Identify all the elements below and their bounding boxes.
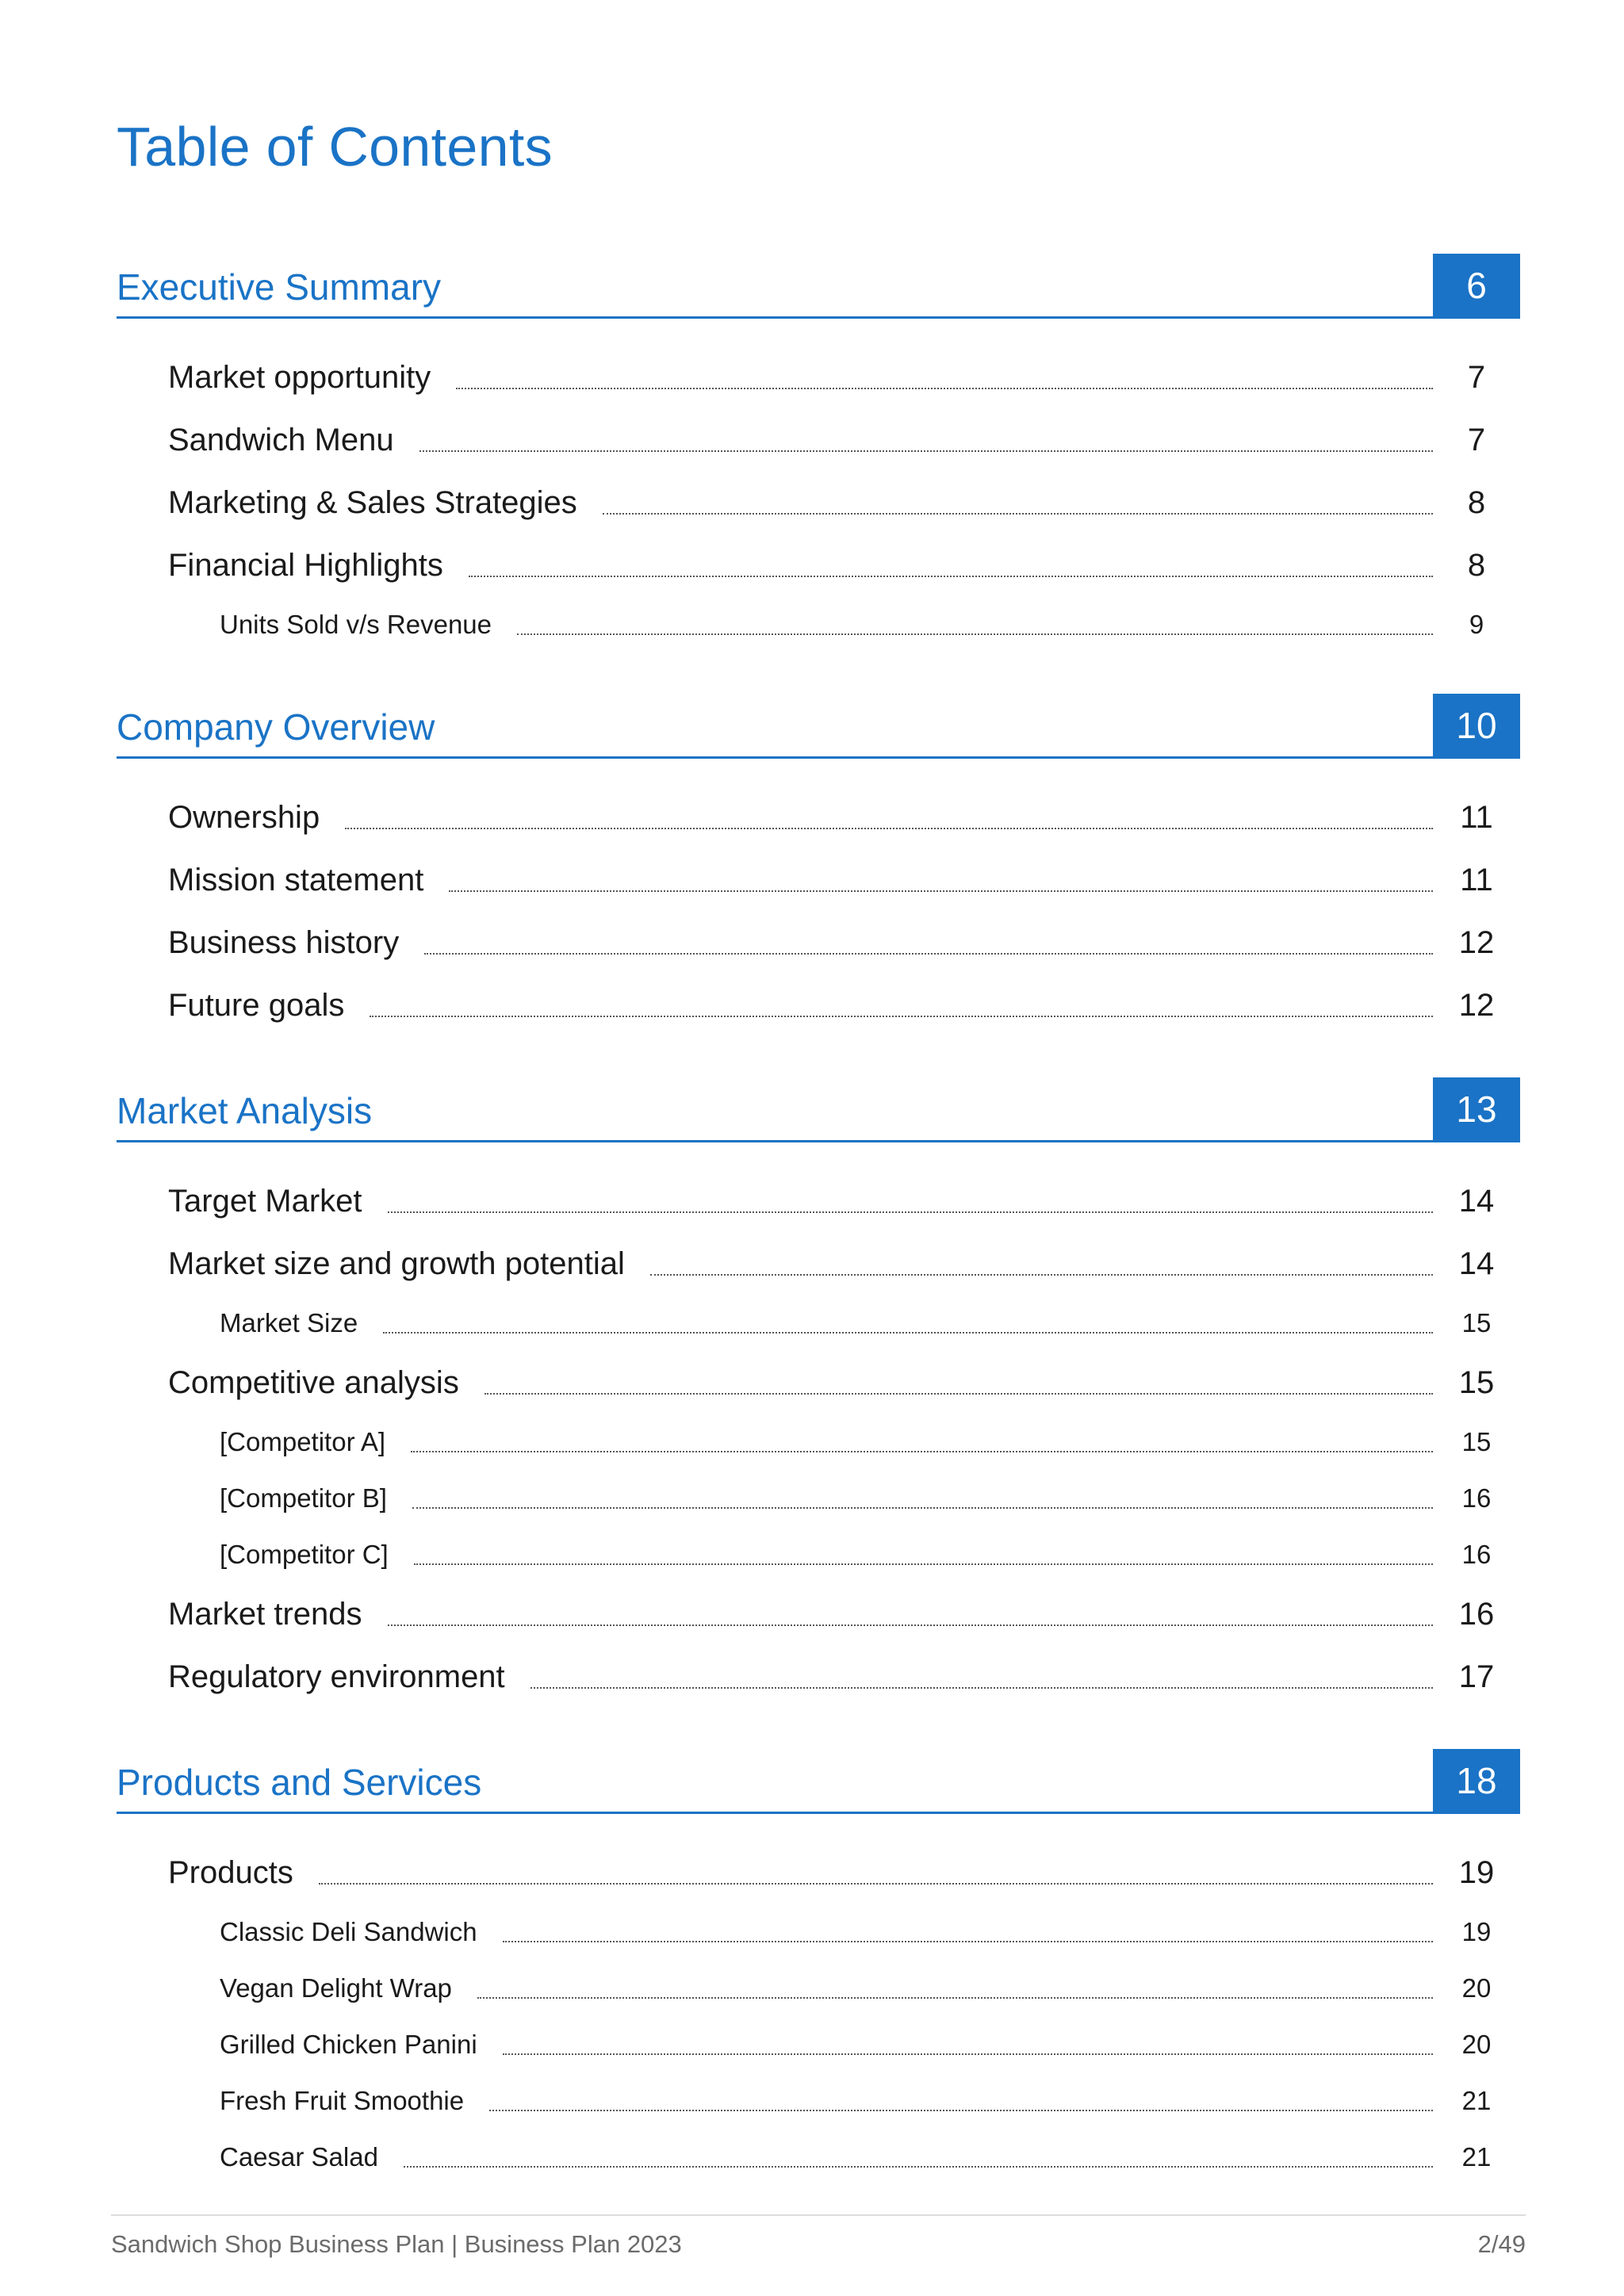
toc-entry[interactable] bbox=[117, 408, 1520, 471]
toc-entry-label[interactable]: Market size and growth potential bbox=[168, 1246, 625, 1281]
toc-dot-leader bbox=[489, 2110, 1433, 2111]
toc-dot-leader bbox=[650, 1274, 1433, 1276]
toc-section-market-analysis bbox=[117, 1077, 1520, 1708]
toc-entry[interactable] bbox=[117, 1232, 1520, 1295]
toc-dot-leader bbox=[477, 1997, 1433, 1999]
toc-entry-page-number[interactable]: 9 bbox=[1469, 610, 1484, 639]
footer-document-title: Sandwich Shop Business Plan | Business Plan 2023 bbox=[111, 2230, 682, 2258]
toc-dot-leader bbox=[485, 1393, 1433, 1395]
toc-section-executive-summary bbox=[117, 254, 1520, 652]
toc-entry-page-number[interactable]: 21 bbox=[1461, 2142, 1492, 2172]
toc-subentry[interactable] bbox=[117, 1904, 1520, 1960]
toc-entry-label[interactable]: [Competitor C] bbox=[220, 1540, 389, 1569]
toc-dot-leader bbox=[517, 633, 1433, 635]
toc-entry-label[interactable]: Mission statement bbox=[168, 862, 424, 897]
toc-dot-leader bbox=[424, 953, 1433, 955]
toc-entry-label[interactable]: Products bbox=[168, 1854, 293, 1890]
toc-section-title[interactable]: Market Analysis bbox=[117, 1090, 373, 1131]
toc-entry-page-number[interactable]: 15 bbox=[1461, 1427, 1492, 1456]
toc-entry-page-number[interactable]: 15 bbox=[1458, 1364, 1495, 1400]
toc-section-company-overview bbox=[117, 694, 1520, 1036]
toc-subentry[interactable] bbox=[117, 1960, 1520, 2016]
toc-section-page-badge[interactable]: 6 bbox=[1433, 254, 1520, 316]
toc-subentry[interactable] bbox=[117, 1295, 1520, 1351]
toc-dot-leader bbox=[414, 1563, 1433, 1565]
toc-entry-list bbox=[117, 1169, 1520, 1708]
toc-subentry[interactable] bbox=[117, 1526, 1520, 1582]
toc-entry-page-number[interactable]: 15 bbox=[1461, 1308, 1492, 1337]
page-title: Table of Contents bbox=[117, 116, 553, 178]
toc-entry[interactable] bbox=[117, 911, 1520, 974]
toc-entry-page-number[interactable]: 12 bbox=[1458, 924, 1495, 960]
toc-entry-page-number[interactable]: 11 bbox=[1460, 862, 1493, 897]
toc-entry-label[interactable]: Sandwich Menu bbox=[168, 422, 394, 457]
toc-entry[interactable] bbox=[117, 974, 1520, 1036]
toc-entry-label[interactable]: Competitive analysis bbox=[168, 1364, 459, 1400]
toc-dot-leader bbox=[412, 1507, 1433, 1509]
toc-dot-leader bbox=[383, 1332, 1433, 1334]
toc-section-title[interactable]: Company Overview bbox=[117, 706, 435, 748]
toc-entry-label[interactable]: Marketing & Sales Strategies bbox=[168, 484, 577, 520]
toc-entry-label[interactable]: [Competitor A] bbox=[220, 1427, 386, 1456]
toc-section-title[interactable]: Executive Summary bbox=[117, 266, 442, 308]
toc-dot-leader bbox=[404, 2166, 1433, 2168]
toc-subentry[interactable] bbox=[117, 1414, 1520, 1470]
toc-entry-label[interactable]: Market opportunity bbox=[168, 359, 431, 395]
toc-entry-label[interactable]: Vegan Delight Wrap bbox=[220, 1973, 452, 2003]
toc-section-header[interactable] bbox=[117, 1077, 1520, 1142]
toc-entry[interactable] bbox=[117, 1169, 1520, 1232]
toc-entry[interactable] bbox=[117, 1582, 1520, 1645]
toc-dot-leader bbox=[345, 828, 1433, 829]
toc-entry-page-number[interactable]: 7 bbox=[1467, 422, 1486, 457]
toc-entry-label[interactable]: Caesar Salad bbox=[220, 2142, 378, 2172]
toc-entry[interactable] bbox=[117, 1841, 1520, 1904]
toc-subentry[interactable] bbox=[117, 2072, 1520, 2129]
toc-entry[interactable] bbox=[117, 1351, 1520, 1414]
toc-entry-page-number[interactable]: 7 bbox=[1467, 359, 1486, 395]
toc-subentry[interactable] bbox=[117, 596, 1520, 652]
toc-entry-label[interactable]: Units Sold v/s Revenue bbox=[220, 610, 492, 639]
toc-entry-page-number[interactable]: 12 bbox=[1458, 987, 1495, 1023]
toc-dot-leader bbox=[388, 1624, 1433, 1626]
toc-section-page-badge[interactable]: 10 bbox=[1433, 694, 1520, 756]
toc-dot-leader bbox=[388, 1211, 1433, 1213]
toc-dot-leader bbox=[530, 1687, 1433, 1689]
toc-entry-page-number[interactable]: 14 bbox=[1458, 1246, 1495, 1281]
table-of-contents bbox=[117, 254, 1520, 2226]
toc-entry-page-number[interactable]: 20 bbox=[1461, 1973, 1492, 2003]
toc-entry-page-number[interactable]: 16 bbox=[1461, 1483, 1492, 1513]
toc-entry-label[interactable]: Market Size bbox=[220, 1308, 358, 1337]
toc-entry-label[interactable]: Business history bbox=[168, 924, 400, 960]
toc-entry[interactable] bbox=[117, 786, 1520, 848]
toc-dot-leader bbox=[503, 2053, 1433, 2055]
toc-dot-leader bbox=[419, 450, 1433, 452]
toc-entry[interactable] bbox=[117, 1645, 1520, 1708]
toc-entry-page-number[interactable]: 16 bbox=[1458, 1596, 1495, 1632]
toc-entry-label[interactable]: Fresh Fruit Smoothie bbox=[220, 2086, 465, 2115]
toc-entry-page-number[interactable]: 16 bbox=[1461, 1540, 1492, 1569]
toc-entry-page-number[interactable]: 19 bbox=[1461, 1917, 1492, 1946]
toc-entry-page-number[interactable]: 21 bbox=[1461, 2086, 1492, 2115]
toc-entry[interactable] bbox=[117, 534, 1520, 596]
toc-entry-label[interactable]: [Competitor B] bbox=[220, 1483, 387, 1513]
toc-entry-page-number[interactable]: 14 bbox=[1458, 1183, 1495, 1219]
toc-entry[interactable] bbox=[117, 848, 1520, 911]
toc-section-page-badge[interactable]: 18 bbox=[1433, 1749, 1520, 1812]
toc-section-page-badge[interactable]: 13 bbox=[1433, 1077, 1520, 1140]
toc-entry-list bbox=[117, 1841, 1520, 2185]
toc-entry-list bbox=[117, 346, 1520, 652]
toc-section-header[interactable] bbox=[117, 1749, 1520, 1814]
toc-dot-leader bbox=[411, 1451, 1433, 1452]
toc-dot-leader bbox=[319, 1883, 1433, 1885]
toc-subentry[interactable] bbox=[117, 1470, 1520, 1526]
toc-dot-leader bbox=[503, 1941, 1433, 1942]
toc-entry-label[interactable]: Classic Deli Sandwich bbox=[220, 1917, 477, 1946]
toc-entry-label[interactable]: Grilled Chicken Panini bbox=[220, 2030, 477, 2059]
toc-section-header[interactable] bbox=[117, 694, 1520, 759]
toc-entry-label[interactable]: Target Market bbox=[168, 1183, 362, 1219]
toc-subentry[interactable] bbox=[117, 2016, 1520, 2072]
toc-section-title[interactable]: Products and Services bbox=[117, 1762, 482, 1803]
toc-entry-page-number[interactable]: 17 bbox=[1458, 1659, 1495, 1694]
footer-divider bbox=[111, 2214, 1526, 2216]
toc-section-header[interactable] bbox=[117, 254, 1520, 319]
toc-entry-label[interactable]: Regulatory environment bbox=[168, 1659, 505, 1694]
toc-dot-leader bbox=[449, 890, 1433, 892]
toc-subentry[interactable] bbox=[117, 2129, 1520, 2185]
toc-dot-leader bbox=[456, 388, 1433, 389]
toc-entry-label[interactable]: Future goals bbox=[168, 987, 345, 1023]
toc-entry[interactable] bbox=[117, 346, 1520, 408]
toc-section-products-and-services bbox=[117, 1749, 1520, 2185]
toc-entry[interactable] bbox=[117, 471, 1520, 534]
toc-entry-page-number[interactable]: 20 bbox=[1461, 2030, 1492, 2059]
toc-entry-list bbox=[117, 786, 1520, 1036]
toc-entry-page-number[interactable]: 11 bbox=[1460, 799, 1493, 835]
footer-page-indicator: 2/49 bbox=[1477, 2230, 1526, 2258]
toc-dot-leader bbox=[370, 1016, 1433, 1017]
toc-entry-page-number[interactable]: 8 bbox=[1467, 547, 1486, 583]
toc-entry-label[interactable]: Financial Highlights bbox=[168, 547, 443, 583]
toc-entry-label[interactable]: Market trends bbox=[168, 1596, 362, 1632]
toc-dot-leader bbox=[469, 576, 1433, 577]
toc-entry-page-number[interactable]: 19 bbox=[1458, 1854, 1495, 1890]
toc-entry-page-number[interactable]: 8 bbox=[1467, 484, 1486, 520]
toc-entry-label[interactable]: Ownership bbox=[168, 799, 320, 835]
toc-dot-leader bbox=[603, 513, 1433, 515]
